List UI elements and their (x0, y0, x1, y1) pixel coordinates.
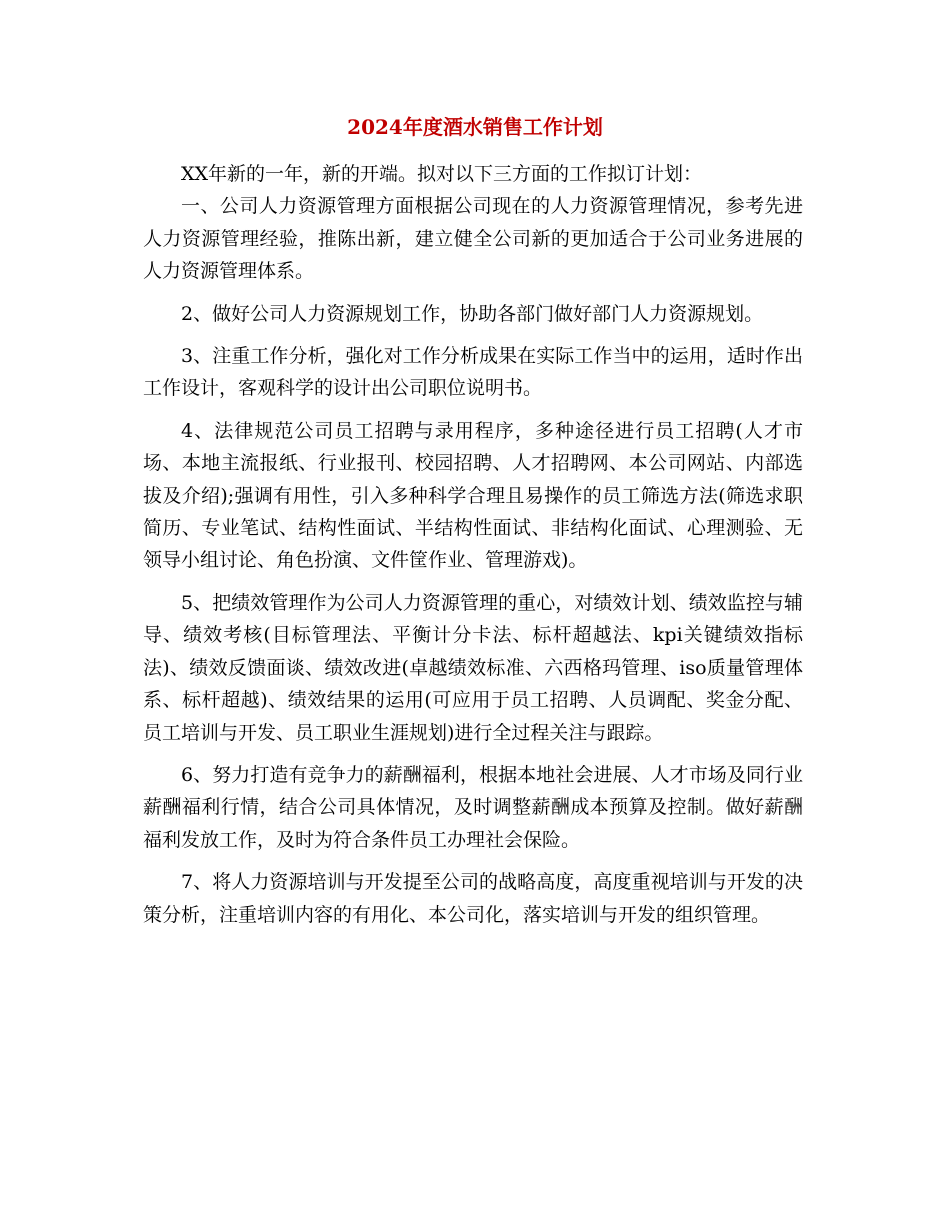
paragraph-item-2: 2、做好公司人力资源规划工作，协助各部门做好部门人力资源规划。 (181, 302, 764, 325)
paragraph-intro: XX年新的一年，新的开端。拟对以下三方面的工作拟订计划： (181, 163, 703, 185)
paragraph-item-4: 4、法律规范公司员工招聘与录用程序，多种途径进行员工招聘(人才市场、本地主流报纸、行业报刊、校园招聘、人才招聘网、本公司网站、内部选拔及介绍);强调有用性，引入多种科学合理且易操作的员工筛选方法(筛选求职简历、专业笔试、结构性面试、半结构性面试、非结构化面试、心理测验、无领导小组讨论、角色扮演、文件筐作业、管理游戏)。 (143, 419, 803, 572)
paragraph-item-1: 一、公司人力资源管理方面根据公司现在的人力资源管理情况，参考先进人力资源管理经验，推陈出新，建立健全公司新的更加适合于公司业务进展的人力资源管理体系。 (143, 195, 803, 283)
document-title: 2024年度酒水销售工作计划 (347, 115, 603, 139)
paragraph-item-5: 5、把绩效管理作为公司人力资源管理的重心，对绩效计划、绩效监控与辅导、绩效考核(目标管理法、平衡计分卡法、标杆超越法、kpi关键绩效指标法)、绩效反馈面谈、绩效改进(卓越绩效标准、六西格玛管理、iso质量管理体系、标杆超越)、绩效结果的运用(可应用于员工招聘、人员调配、奖金分配、员工培训与开发、员工职业生涯规划)进行全过程关注与跟踪。 (143, 591, 803, 744)
paragraph-item-3: 3、注重工作分析，强化对工作分析成果在实际工作当中的运用，适时作出工作设计，客观科学的设计出公司职位说明书。 (143, 345, 803, 400)
paragraph-item-7: 7、将人力资源培训与开发提至公司的战略高度，高度重视培训与开发的决策分析，注重培训内容的有用化、本公司化，落实培训与开发的组织管理。 (143, 871, 803, 926)
document-body (143, 158, 803, 931)
paragraph-item-6: 6、努力打造有竞争力的薪酬福利，根据本地社会进展、人才市场及同行业薪酬福利行情，结合公司具体情况，及时调整薪酬成本预算及控制。做好薪酬福利发放工作，及时为符合条件员工办理社会保险。 (143, 763, 803, 851)
